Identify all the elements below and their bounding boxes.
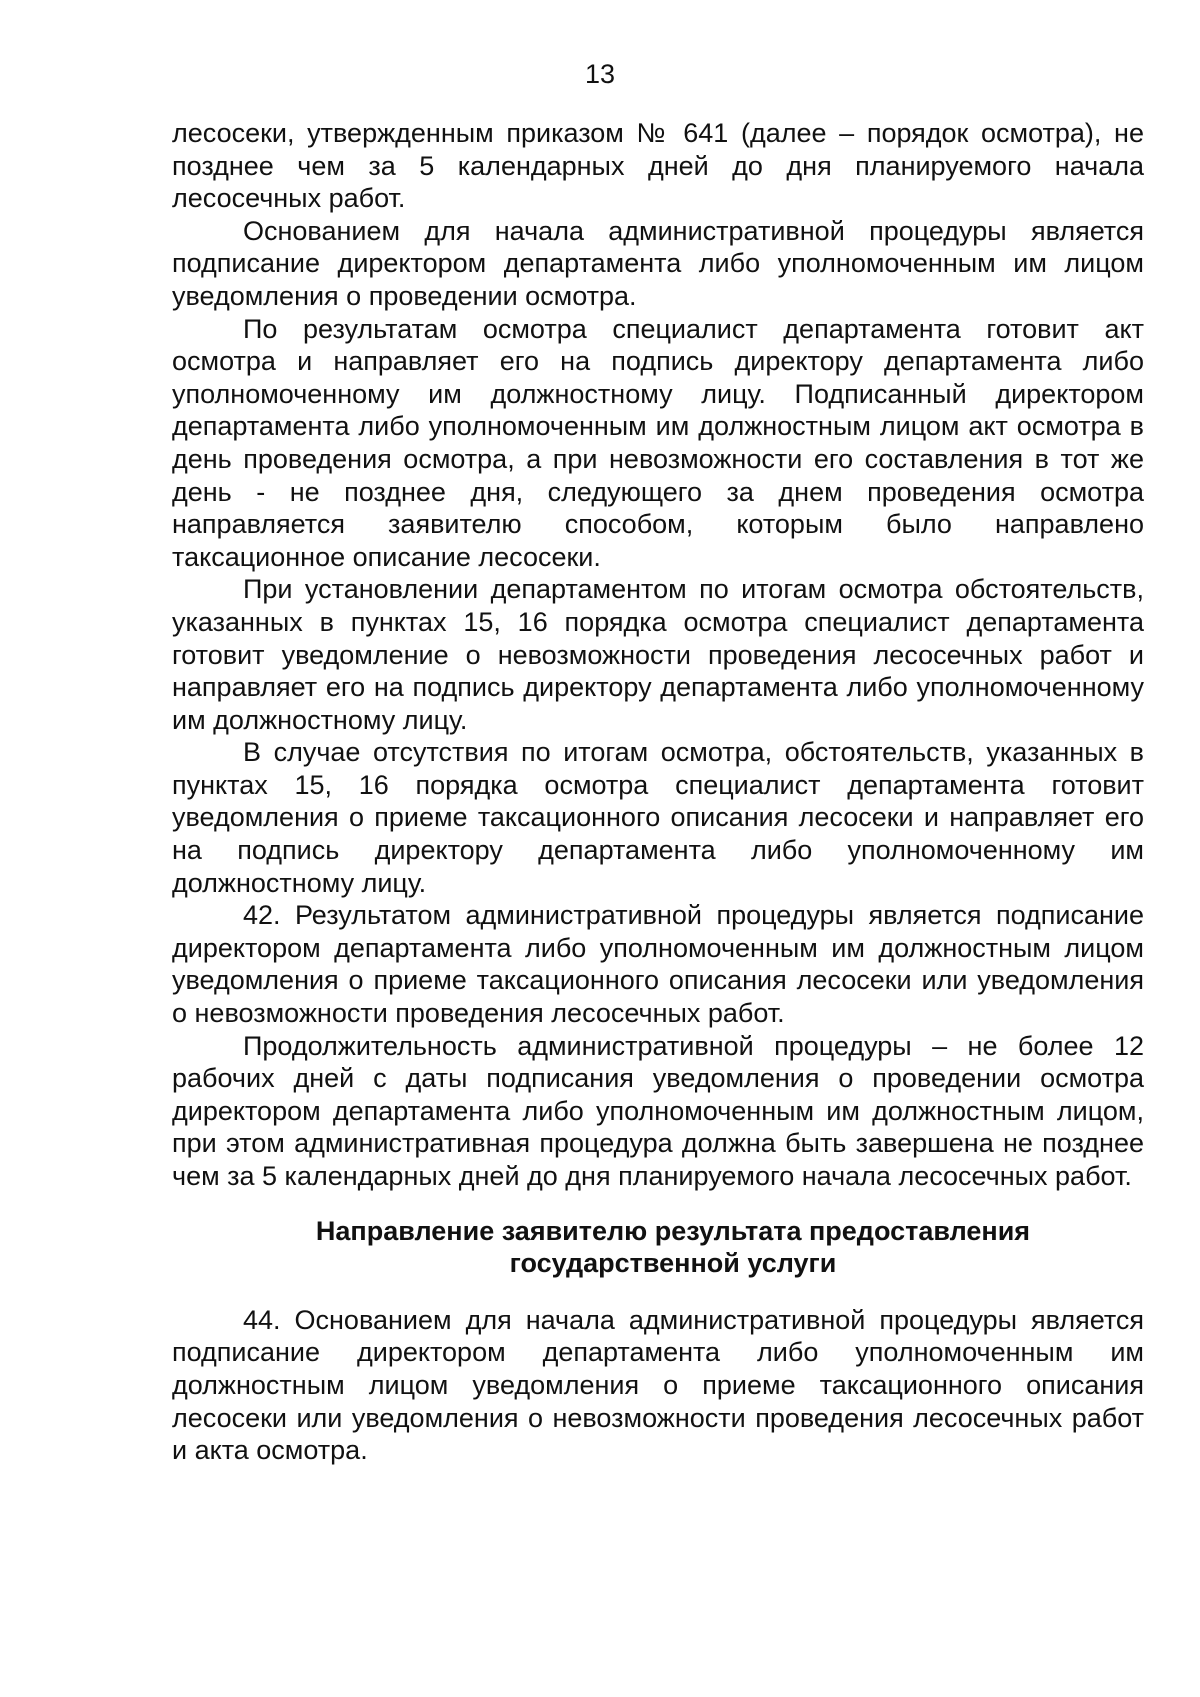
- section-heading-line-1: Направление заявителю результата предоставления: [315, 1215, 1031, 1246]
- paragraph-44-basis: 44. Основанием для начала административной процедуры является подписание директором департамента либо уполномоченным им должностным лицом уведомления о приеме таксационного описания лесосеки или уведомления о невозможности проведения лесосечных работ и акта осмотра.: [172, 1304, 1144, 1466]
- paragraph-inspection-results: По результатам осмотра специалист департамента готовит акт осмотра и направляет его на подпись директору департамента либо уполномоченному им должностному лицу. Подписанный директором департамента либо уполномоченным им должностным лицом акт осмотра в день проведения осмотра, а при невозможности его составления в тот же день - не позднее дня, следующего за днем проведения осмотра направляется заявителю способом, которым было направлено таксационное описание лесосеки.: [172, 313, 1144, 572]
- paragraph-basis: Основанием для начала административной процедуры является подписание директором департамента либо уполномоченным им лицом уведомления о проведении осмотра.: [172, 215, 1144, 311]
- paragraph-continuation: лесосеки, утвержденным приказом № 641 (далее – порядок осмотра), не позднее чем за 5 календарных дней до дня планируемого начала лесосечных работ.: [172, 118, 1144, 214]
- paragraph-circumstances: При установлении департаментом по итогам осмотра обстоятельств, указанных в пунктах 15, 16 порядка осмотра специалист департамента готовит уведомление о невозможности проведения лесосечных работ и направляет его на подпись директору департамента либо уполномоченному им должностному лицу.: [172, 574, 1144, 735]
- paragraph-42-result: 42. Результатом административной процедуры является подписание директором департамента либо уполномоченным им должностным лицом уведомления о приеме таксационного описания лесосеки или уведомления о невозможности проведения лесосечных работ.: [172, 900, 1144, 1029]
- paragraph-duration: Продолжительность административной процедуры – не более 12 рабочих дней с даты подписания уведомления о проведении осмотра директором департамента либо уполномоченным им должностным лицом, при этом административная процедура должна быть завершена не позднее чем за 5 календарных дней до дня планируемого начала лесосечных работ.: [172, 1030, 1144, 1191]
- document-body: [172, 117, 1144, 1467]
- section-heading: [172, 1215, 1144, 1280]
- page-number: 13: [584, 59, 616, 89]
- section-heading-line-2: государственной услуги: [509, 1248, 837, 1279]
- paragraph-no-circumstances: В случае отсутствия по итогам осмотра, обстоятельств, указанных в пунктах 15, 16 порядка осмотра специалист департамента готовит уведомления о приеме таксационного описания лесосеки и направляет его на подпись директору департамента либо уполномоченному им должностному лицу.: [172, 737, 1144, 898]
